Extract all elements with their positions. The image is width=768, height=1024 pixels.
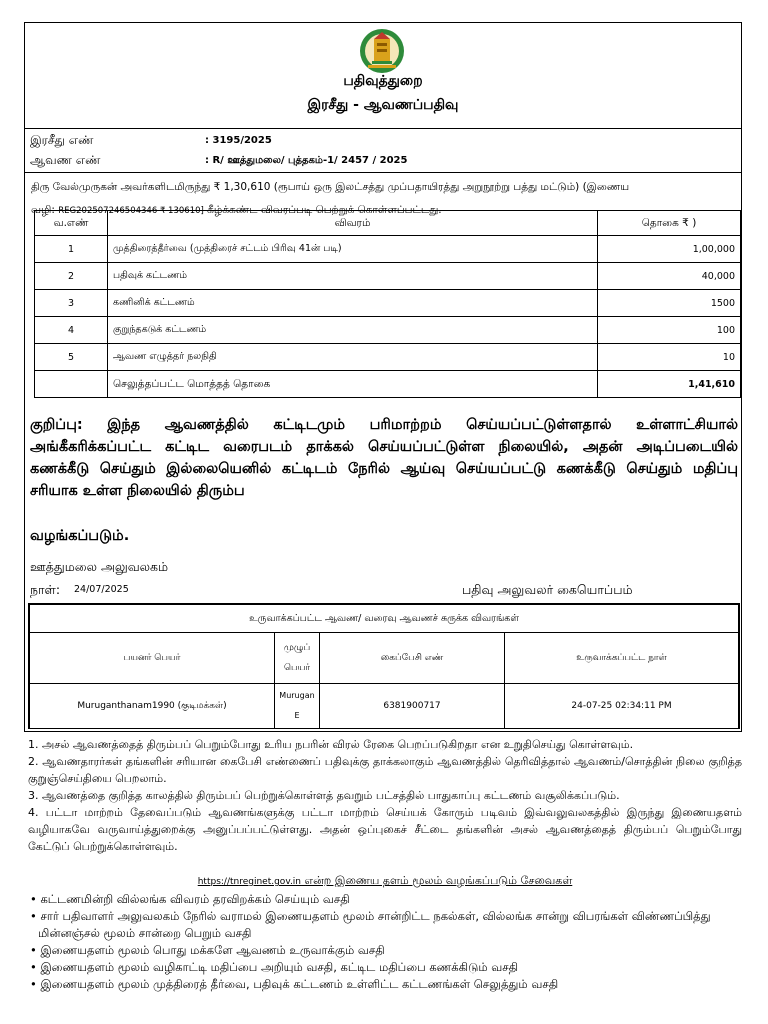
summary-title: உருவாக்கப்பட்ட ஆவண/ வரைவு ஆவணச் சுருக்க விவரங்கள் <box>30 605 739 633</box>
row-description: முத்திரைத்தீர்வை (முத்திரைச் சட்டம் பிரிவு 41ன் படி) <box>108 236 598 263</box>
table-row <box>35 344 741 371</box>
payment-prefix: வழி: <box>31 204 59 216</box>
summary-mobile: 6381900717 <box>320 684 505 729</box>
summary-created: 24-07-25 02:34:11 PM <box>505 684 739 729</box>
row-amount: 100 <box>598 317 741 344</box>
receipt-number-value: : 3195/2025 <box>205 135 272 146</box>
total-amount: 1,41,610 <box>598 371 741 398</box>
note-paragraph <box>30 414 738 502</box>
row-description: ஆவண எழுத்தர் நலநிதி <box>108 344 598 371</box>
list-item: • கட்டணமின்றி வில்லங்க விவரம் தரவிறக்கம் செய்யும் வசதி <box>30 892 350 906</box>
table-row <box>35 263 741 290</box>
summary-header-row <box>30 633 739 684</box>
document-number-label: ஆவண எண் <box>30 153 101 167</box>
services-heading-text: என்ற இணைய தளம் மூலம் வழங்கப்படும் சேவைகள் <box>301 874 573 887</box>
row-description: குறுந்தகடுக் கட்டணம் <box>108 317 598 344</box>
row-amount: 10 <box>598 344 741 371</box>
note-text: குறிப்பு: இந்த ஆவணத்தில் கட்டிடமும் பரிமாற்றம் செய்யப்பட்டுள்ளதால் உள்ளாட்சியால் அங்கீகரிக்கப்பட்ட கட்டிட வரைபடம் தாக்கல் செய்யப்பட்டுள்ள நிலையில், அதன் அடிப்படையில் கணக்கீடு செய்தும் இல்லையெனில் கட்டிடம் நேரில் ஆய்வு செய்யப்பட்டு கணக்கீடு செய்தும் மதிப்பு சரியாக உள்ள நிலையில் திரும்ப <box>30 417 738 499</box>
total-serial-empty <box>35 371 108 398</box>
row-description: கணினிக் கட்டணம் <box>108 290 598 317</box>
summary-header-mobile: கைப்பேசி எண் <box>320 633 505 684</box>
row-amount: 1500 <box>598 290 741 317</box>
list-item: • இணையதளம் மூலம் பொது மக்களே ஆவணம் உருவாக்கும் வசதி <box>30 943 385 957</box>
summary-fullname-2: E <box>294 711 300 720</box>
payment-suffix: கீழ்க்கண்ட விவரப்படி பெற்றுக் கொள்ளப்பட்டது. <box>203 204 442 216</box>
receipt-title: இரசீது - ஆவணப்பதிவு <box>307 97 459 113</box>
services-heading <box>28 872 742 891</box>
summary-fullname <box>275 684 320 729</box>
summary-header-fullname <box>275 633 320 684</box>
payment-line-1: திரு வேல்முருகன் அவர்களிடமிருந்து ₹ 1,30,610 (ரூபாய் ஒரு இலட்சத்து முப்பதாயிரத்து அறுநூற்று பத்து மட்டும்) (இணைய <box>31 181 630 193</box>
service-text: இணையதளம் மூலம் முத்திரைத் தீர்வை, பதிவுக் கட்டணம் உள்ளிட்ட கட்டணங்கள் செலுத்தும் வசதி <box>40 977 559 991</box>
receipt-number-label: இரசீது எண் <box>30 133 94 147</box>
document-number-value: : R/ ஊத்துமலை/ புத்தகம்-1/ 2457 / 2025 <box>205 155 408 166</box>
header-section <box>25 23 741 129</box>
header-description: விவரம் <box>108 211 598 236</box>
fee-table <box>34 210 741 398</box>
total-row <box>35 371 741 398</box>
note-last-line: வழங்கப்படும். <box>30 528 130 544</box>
payment-reference: REG202507246504346 ₹ 130610] <box>58 206 204 216</box>
list-item: • சார் பதிவாளர் அலுவலகம் நேரில் வராமல் இணையதளம் மூலம் சான்றிட்ட நகல்கள், வில்லங்க சான்று விபரங்கள் விண்ணப்பித்து மின்னஞ்சல் மூலம் சான்றை பெறும் வசதி <box>30 909 711 940</box>
service-text: இணையதளம் மூலம் பொது மக்களே ஆவணம் உருவாக்கும் வசதி <box>40 943 385 957</box>
fee-table-header <box>35 211 741 236</box>
list-item: • இணையதளம் மூலம் வழிகாட்டி மதிப்பை அறியும் வசதி, கட்டிட மதிப்பை கணக்கிடும் வசதி <box>30 960 519 974</box>
row-serial: 5 <box>35 344 108 371</box>
row-amount: 40,000 <box>598 263 741 290</box>
row-description: பதிவுக் கட்டணம் <box>108 263 598 290</box>
fullname-line-2: பெயர் <box>283 663 311 673</box>
summary-title-row <box>30 605 739 633</box>
table-row <box>35 317 741 344</box>
list-item: • இணையதளம் மூலம் முத்திரைத் தீர்வை, பதிவுக் கட்டணம் உள்ளிட்ட கட்டணங்கள் செலுத்தும் வசதி <box>30 977 559 991</box>
services-list <box>28 891 742 993</box>
instruction-item: 2. ஆவணதாரர்கள் தங்களின் சரியான கைபேசி எண்ணைப் பதிவுக்கு தாக்கலாகும் ஆவணத்தில் தெரிவித்தால் ஆவணம்/சொத்தின் நிலை குறித்த குறுஞ்செய்தியை பெறலாம். <box>28 755 742 785</box>
service-text: கட்டணமின்றி வில்லங்க விவரம் தரவிறக்கம் செய்யும் வசதி <box>40 892 350 906</box>
header-serial: வ.எண் <box>35 211 108 236</box>
row-serial: 4 <box>35 317 108 344</box>
signature-label: பதிவு அலுவலர் கையொப்பம் <box>462 582 633 597</box>
summary-header-created: உருவாக்கப்பட்ட நாள் <box>505 633 739 684</box>
row-serial: 3 <box>35 290 108 317</box>
department-title: பதிவுத்துறை <box>343 73 423 89</box>
date-label: நாள்: <box>30 582 61 597</box>
row-amount: 1,00,000 <box>598 236 741 263</box>
table-row <box>35 236 741 263</box>
summary-fullname-1: Murugan <box>279 691 315 700</box>
office-name: ஊத்துமலை அலுவலகம் <box>30 559 169 574</box>
website-link[interactable]: https://tnreginet.gov.in <box>197 877 302 887</box>
tamil-nadu-emblem-icon <box>359 27 405 75</box>
summary-header-user: பயனர் பெயர் <box>30 633 275 684</box>
summary-data-row <box>30 684 739 729</box>
date-value: 24/07/2025 <box>74 584 129 595</box>
instruction-item: 4. பட்டா மாற்றம் தேவைப்படும் ஆவணங்களுக்கு பட்டா மாற்றம் செய்யக் கோரும் படிவம் இவ்வலுவலகத்தில் இருந்து இணையதளம் வழியாகவே வருவாய்த்துறைக்கு அனுப்பப்பட்டுள்ளது. அதன் ஒப்புகைச் சீட்டை தங்களின் அசல் ஆவணத்தைத் திரும்பப் பெறும்போது கேட்டுப் பெற்றுக்கொள்ளவும். <box>28 806 742 853</box>
instructions <box>28 736 742 855</box>
service-text: இணையதளம் மூலம் வழிகாட்டி மதிப்பை அறியும் வசதி, கட்டிட மதிப்பை கணக்கிடும் வசதி <box>40 960 519 974</box>
summary-table <box>29 604 739 729</box>
header-amount: தொகை ₹ ) <box>598 211 741 236</box>
table-row <box>35 290 741 317</box>
row-serial: 1 <box>35 236 108 263</box>
summary-user: Muruganthanam1990 (குடிமக்கள்) <box>30 684 275 729</box>
services-section <box>28 872 742 993</box>
instruction-item: 1. அசல் ஆவணத்தைத் திரும்பப் பெறும்போது உரிய நபரின் விரல் ரேகை பெறப்படுகிறதா என உறுதிசெய்து கொள்ளவும். <box>28 738 634 751</box>
service-text: சார் பதிவாளர் அலுவலகம் நேரில் வராமல் இணையதளம் மூலம் சான்றிட்ட நகல்கள், வில்லங்க சான்று விபரங்கள் விண்ணப்பித்து மின்னஞ்சல் மூலம் சான்றை பெறும் வசதி <box>38 909 711 940</box>
summary-box <box>28 603 740 729</box>
divider <box>25 172 741 173</box>
row-serial: 2 <box>35 263 108 290</box>
total-label: செலுத்தப்பட்ட மொத்தத் தொகை <box>108 371 598 398</box>
instruction-item: 3. ஆவணத்தை குறித்த காலத்தில் திரும்பப் பெற்றுக்கொள்ளத் தவறும் பட்சத்தில் பாதுகாப்பு கட்டணம் வசூலிக்கப்படும். <box>28 789 620 802</box>
fullname-line-1: முழுப் <box>283 643 311 653</box>
